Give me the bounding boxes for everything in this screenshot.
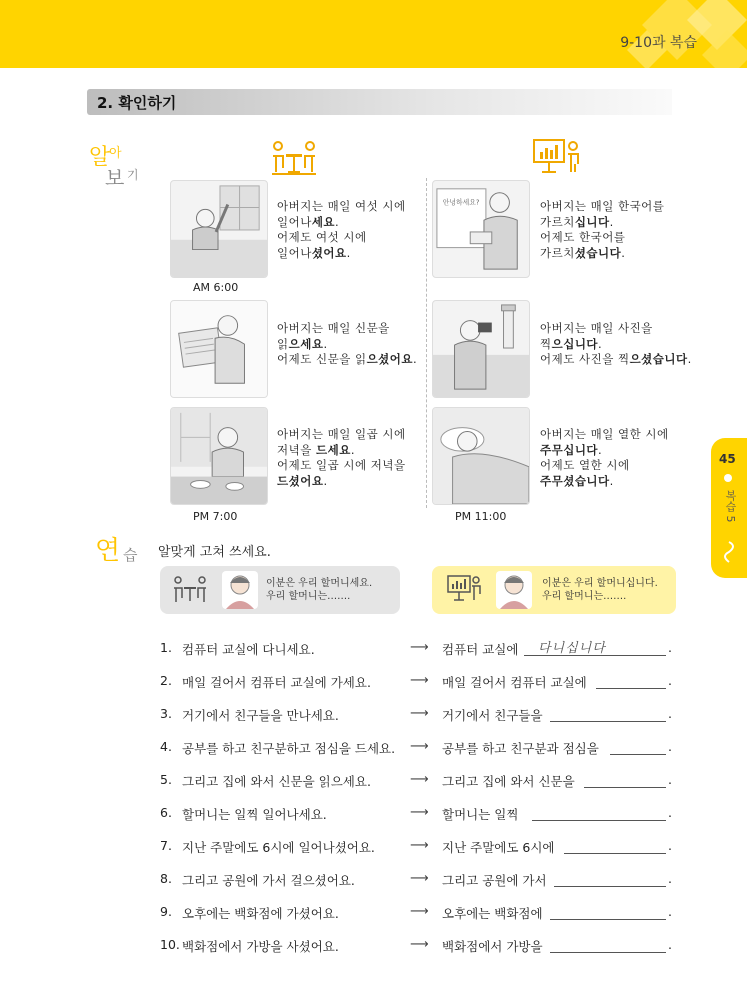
sentence-period: . bbox=[668, 673, 672, 688]
answer-blank[interactable] bbox=[550, 919, 666, 920]
exercise-row-7 bbox=[160, 838, 675, 858]
sentence-group-right-1 bbox=[540, 199, 664, 261]
sentence-plain: 어제도 일곱 시에 저녁을 bbox=[277, 458, 406, 472]
sentence-period: . bbox=[668, 805, 672, 820]
exercise-row-10 bbox=[160, 937, 675, 957]
arrow-icon: ⟶ bbox=[410, 640, 429, 655]
exercise-prompt: 그리고 집에 와서 신문을 bbox=[442, 774, 575, 789]
father-sleeping-illustration bbox=[432, 407, 530, 505]
sentence-plain: 저녁을 bbox=[277, 442, 316, 457]
board-greeting: 안녕하세요? bbox=[442, 198, 480, 207]
sentence-group-right-2 bbox=[540, 321, 692, 368]
sentence-line bbox=[277, 215, 406, 231]
exercise-prompt: 그리고 공원에 가서 bbox=[442, 873, 547, 888]
sentence-line bbox=[540, 474, 669, 490]
answer-blank[interactable] bbox=[610, 754, 666, 755]
informal-conversation-icon bbox=[172, 572, 208, 608]
sentence-line bbox=[540, 337, 692, 353]
exercise-prompt: 오후에는 백화점에 bbox=[442, 906, 543, 921]
sentence-plain: 아버지는 매일 열한 시에 bbox=[540, 427, 669, 441]
sentence-period: . bbox=[598, 336, 603, 351]
arrow-icon: ⟶ bbox=[410, 838, 429, 853]
sentence-line bbox=[277, 337, 417, 353]
exercise-number: 4. bbox=[160, 739, 172, 754]
sentence-plain: 아버지는 매일 여섯 시에 bbox=[277, 199, 406, 213]
arrow-icon: ⟶ bbox=[410, 871, 429, 886]
sentence-period: . bbox=[609, 214, 614, 229]
exercise-question: 그리고 집에 와서 신문을 읽으세요. bbox=[182, 774, 371, 789]
side-tab-dot bbox=[724, 474, 732, 482]
exercise-question: 백화점에서 가방을 사셨어요. bbox=[182, 939, 339, 954]
sentence-plain: 읽 bbox=[277, 336, 289, 351]
time-label-1: AM 6:00 bbox=[193, 281, 239, 294]
sentence-ending: 십니다 bbox=[574, 214, 610, 229]
handwritten-answer: 다니십니다 bbox=[538, 641, 606, 656]
sentence-period: . bbox=[668, 739, 672, 754]
exercise-question: 오후에는 백화점에 가셨어요. bbox=[182, 906, 339, 921]
father-waking-illustration bbox=[170, 180, 268, 278]
sentence-group-left-2 bbox=[277, 321, 417, 368]
sentence-line bbox=[540, 321, 692, 337]
example-informal-text bbox=[266, 577, 372, 603]
sentence-plain: 어제도 신문을 읽 bbox=[277, 352, 367, 366]
sentence-line bbox=[540, 199, 664, 215]
father-teaching-illustration bbox=[432, 180, 530, 278]
sentence-period: . bbox=[668, 640, 672, 655]
sentence-group-left-1 bbox=[277, 199, 406, 261]
arrow-icon: ⟶ bbox=[410, 706, 429, 721]
sentence-line bbox=[277, 230, 406, 246]
sentence-period: . bbox=[668, 838, 672, 853]
exercise-question: 지난 주말에도 6시에 일어나셨어요. bbox=[182, 840, 375, 855]
answer-blank[interactable] bbox=[532, 820, 666, 821]
arrow-icon: ⟶ bbox=[410, 937, 429, 952]
sentence-ending: 으셨어요 bbox=[366, 352, 414, 366]
sentence-ending: 주무셨습니다 bbox=[540, 473, 610, 488]
sentence-ending: 셨어요 bbox=[311, 245, 347, 260]
exercise-number: 1. bbox=[160, 640, 172, 655]
father-reading-illustration bbox=[170, 300, 268, 398]
sentence-plain: 아버지는 매일 일곱 시에 bbox=[277, 427, 406, 441]
exercise-row-2 bbox=[160, 673, 675, 693]
sentence-line bbox=[540, 215, 664, 231]
exercise-number: 10. bbox=[160, 937, 180, 952]
time-label-3: PM 7:00 bbox=[193, 510, 238, 523]
swirl-icon bbox=[719, 538, 739, 568]
exercise-number: 5. bbox=[160, 772, 172, 787]
practice-char-1: 연 bbox=[95, 536, 121, 566]
sentence-line bbox=[277, 443, 406, 459]
sentence-ending: 으십니다 bbox=[551, 336, 599, 351]
exercise-prompt: 백화점에서 가방을 bbox=[442, 939, 543, 954]
sentence-plain: 가르치 bbox=[540, 214, 575, 229]
answer-blank[interactable] bbox=[524, 655, 666, 656]
sentence-ending: 셨습니다 bbox=[574, 245, 622, 260]
exercise-row-4 bbox=[160, 739, 675, 759]
sentence-plain: 어제도 열한 시에 bbox=[540, 458, 630, 472]
exercise-number: 6. bbox=[160, 805, 172, 820]
sentence-plain: 일어나 bbox=[277, 214, 312, 229]
sentence-period: . bbox=[668, 706, 672, 721]
sentence-ending: 드세요 bbox=[315, 442, 351, 457]
sentence-line bbox=[277, 199, 406, 215]
sentence-plain: 아버지는 매일 신문을 bbox=[277, 321, 390, 335]
example-informal-box bbox=[160, 566, 400, 614]
example-formal-text bbox=[542, 577, 658, 603]
albogi-label bbox=[85, 140, 155, 190]
sentence-period: . bbox=[668, 772, 672, 787]
answer-blank[interactable] bbox=[596, 688, 666, 689]
sentence-plain: 가르치 bbox=[540, 245, 575, 260]
exercise-row-6 bbox=[160, 805, 675, 825]
exercise-prompt: 할머니는 일찍 bbox=[442, 807, 519, 822]
example-line-1: 이분은 우리 할머니십니다. bbox=[542, 578, 658, 589]
sentence-period: . bbox=[668, 937, 672, 952]
exercise-question: 공부를 하고 친구분하고 점심을 드세요. bbox=[182, 741, 396, 756]
answer-blank[interactable] bbox=[564, 853, 666, 854]
presentation-icon bbox=[532, 138, 580, 176]
exercise-row-3 bbox=[160, 706, 675, 726]
practice-char-2: 습 bbox=[123, 546, 138, 564]
exercise-number: 3. bbox=[160, 706, 172, 721]
sentence-line bbox=[277, 458, 406, 474]
exercise-question: 그리고 공원에 가서 걸으셨어요. bbox=[182, 873, 355, 888]
time-label-6: PM 11:00 bbox=[455, 510, 507, 523]
exercise-prompt: 컴퓨터 교실에 bbox=[442, 642, 519, 657]
page-side-tab bbox=[711, 438, 747, 578]
sentence-period: . bbox=[609, 473, 614, 488]
exercise-prompt: 매일 걸어서 컴퓨터 교실에 bbox=[442, 675, 587, 690]
sentence-plain: 아버지는 매일 사진을 bbox=[540, 321, 653, 335]
sentence-plain: 찍 bbox=[540, 336, 552, 351]
chapter-title: 9-10과 복습 bbox=[620, 35, 697, 51]
exercise-prompt: 거기에서 친구들을 bbox=[442, 708, 543, 723]
exercise-prompt: 지난 주말에도 6시에 bbox=[442, 840, 555, 855]
page-number: 45 bbox=[719, 452, 736, 466]
top-banner bbox=[0, 0, 747, 68]
answer-blank[interactable] bbox=[554, 886, 666, 887]
albogi-char-1: 알 bbox=[89, 145, 111, 170]
answer-blank[interactable] bbox=[584, 787, 666, 788]
sentence-period: . bbox=[323, 473, 328, 488]
sentence-period: . bbox=[346, 245, 351, 260]
example-line-2: 우리 할머니는……. bbox=[542, 591, 627, 602]
example-line-1: 이분은 우리 할머니세요. bbox=[266, 578, 373, 589]
arrow-icon: ⟶ bbox=[410, 739, 429, 754]
sentence-ending: 세요 bbox=[311, 214, 336, 229]
sentence-line bbox=[277, 246, 406, 262]
sentence-line bbox=[540, 427, 669, 443]
practice-instruction: 알맞게 고쳐 쓰세요. bbox=[158, 545, 271, 560]
informal-conversation-icon bbox=[270, 140, 318, 176]
exercise-number: 7. bbox=[160, 838, 172, 853]
sentence-line bbox=[540, 352, 692, 368]
exercise-row-8 bbox=[160, 871, 675, 891]
sentence-line bbox=[540, 246, 664, 262]
exercise-question: 컴퓨터 교실에 다니세요. bbox=[182, 642, 315, 657]
sentence-line bbox=[277, 321, 417, 337]
sentence-period: . bbox=[621, 245, 626, 260]
exercise-question: 거기에서 친구들을 만나세요. bbox=[182, 708, 339, 723]
sentence-period: . bbox=[598, 442, 603, 457]
answer-blank[interactable] bbox=[550, 721, 666, 722]
arrow-icon: ⟶ bbox=[410, 904, 429, 919]
sentence-ending: 드셨어요 bbox=[277, 473, 324, 488]
sentence-plain: 일어나 bbox=[277, 245, 312, 260]
father-dinner-illustration bbox=[170, 407, 268, 505]
sentence-period: . bbox=[323, 336, 328, 351]
sentence-plain: 아버지는 매일 한국어를 bbox=[540, 199, 665, 213]
sentence-period: . bbox=[668, 904, 672, 919]
sentence-plain: 어제도 한국어를 bbox=[540, 230, 626, 244]
sentence-period: . bbox=[335, 214, 340, 229]
example-line-2: 우리 할머니는……. bbox=[266, 591, 351, 602]
father-photographing-illustration bbox=[432, 300, 530, 398]
sentence-ending: 주무십니다 bbox=[540, 442, 599, 457]
sentence-ending: 으셨습니다 bbox=[629, 352, 688, 366]
exercise-number: 8. bbox=[160, 871, 172, 886]
exercise-prompt: 공부를 하고 친구분과 점심을 bbox=[442, 741, 599, 756]
sentence-line bbox=[277, 427, 406, 443]
example-formal-box bbox=[432, 566, 676, 614]
grandmother-avatar bbox=[496, 571, 532, 609]
sentence-group-right-3 bbox=[540, 427, 669, 489]
sentence-line bbox=[540, 443, 669, 459]
albogi-char-4: 기 bbox=[127, 168, 139, 182]
arrow-icon: ⟶ bbox=[410, 805, 429, 820]
sentence-line bbox=[540, 458, 669, 474]
presentation-icon bbox=[446, 572, 482, 608]
sentence-plain: 어제도 사진을 찍 bbox=[540, 352, 630, 366]
sentence-group-left-3 bbox=[277, 427, 406, 489]
sentence-period: . bbox=[687, 352, 692, 366]
sentence-ending: 으세요 bbox=[288, 336, 324, 351]
exercise-row-9 bbox=[160, 904, 675, 924]
sentence-plain: 어제도 여섯 시에 bbox=[277, 230, 367, 244]
arrow-icon: ⟶ bbox=[410, 673, 429, 688]
column-divider bbox=[426, 178, 427, 508]
side-tab-label: 복습 5 bbox=[724, 490, 737, 523]
arrow-icon: ⟶ bbox=[410, 772, 429, 787]
sentence-period: . bbox=[350, 442, 355, 457]
section-title: 2. 확인하기 bbox=[97, 94, 177, 112]
sentence-period: . bbox=[668, 871, 672, 886]
exercise-number: 2. bbox=[160, 673, 172, 688]
exercise-question: 매일 걸어서 컴퓨터 교실에 가세요. bbox=[182, 675, 371, 690]
grandmother-avatar bbox=[222, 571, 258, 609]
sentence-line bbox=[540, 230, 664, 246]
exercise-question: 할머니는 일찍 일어나세요. bbox=[182, 807, 327, 822]
sentence-line bbox=[277, 352, 417, 368]
albogi-char-3: 보 bbox=[105, 166, 125, 190]
answer-blank[interactable] bbox=[550, 952, 666, 953]
sentence-period: . bbox=[413, 352, 418, 366]
exercise-row-1 bbox=[160, 640, 675, 660]
exercise-number: 9. bbox=[160, 904, 172, 919]
sentence-line bbox=[277, 474, 406, 490]
albogi-char-2: 아 bbox=[109, 146, 122, 161]
exercise-row-5 bbox=[160, 772, 675, 792]
